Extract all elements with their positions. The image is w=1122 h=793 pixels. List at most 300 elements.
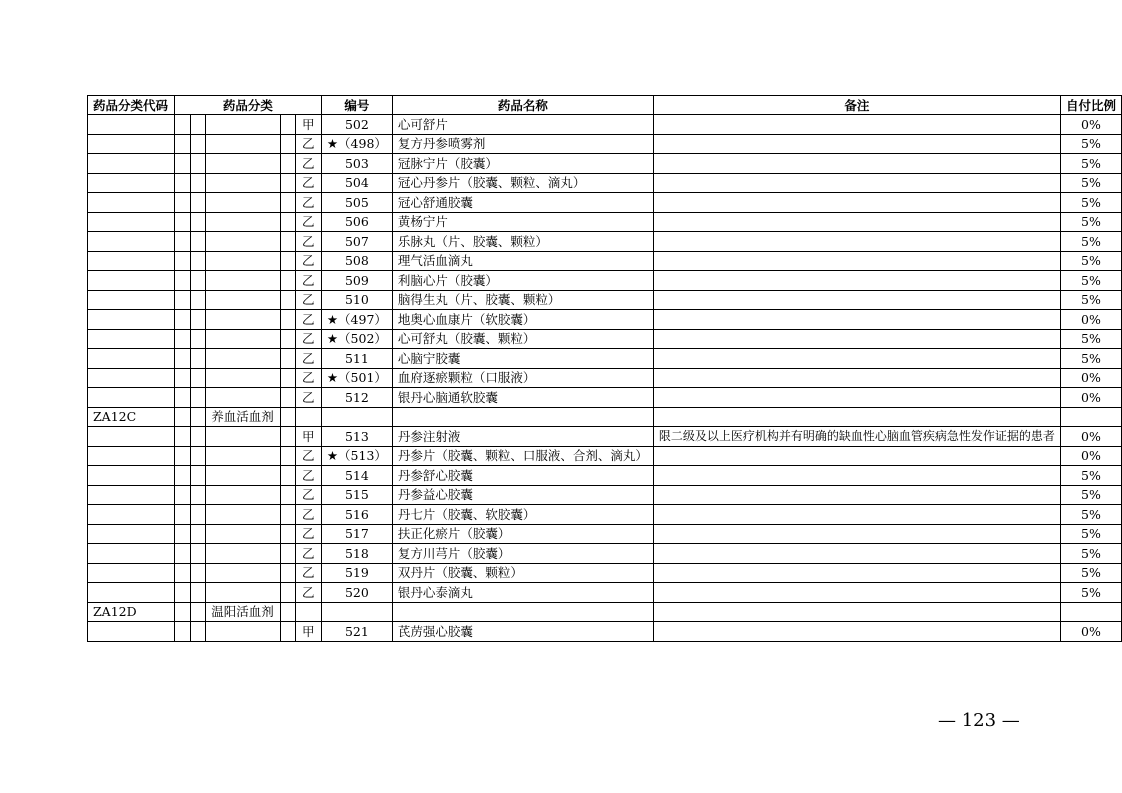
table-row: [88, 407, 1122, 427]
cell-remark: [653, 134, 1060, 154]
cell-sub-2: [191, 329, 206, 349]
cell-name: 丹参片（胶囊、颗粒、口服液、合剂、滴丸）: [392, 446, 653, 466]
cell-grade: 乙: [295, 583, 321, 603]
cell-ratio: 5%: [1060, 212, 1121, 232]
table-row: [88, 368, 1122, 388]
cell-sub-1: [174, 290, 190, 310]
table-row: [88, 622, 1122, 642]
cell-sub-1: [174, 505, 190, 525]
cell-sub-2: [191, 310, 206, 330]
cell-remark: [653, 505, 1060, 525]
cell-ratio: 0%: [1060, 446, 1121, 466]
cell-remark: [653, 563, 1060, 583]
cell-sub-4: [280, 232, 295, 252]
table-row: [88, 212, 1122, 232]
cell-sub-1: [174, 173, 190, 193]
cell-number: 505: [321, 193, 392, 213]
cell-number: [321, 602, 392, 622]
cell-category: [206, 134, 281, 154]
cell-ratio: 0%: [1060, 622, 1121, 642]
cell-category: [206, 505, 281, 525]
cell-grade: 乙: [295, 271, 321, 291]
cell-grade: 乙: [295, 329, 321, 349]
cell-number: 513: [321, 427, 392, 447]
cell-sub-2: [191, 563, 206, 583]
cell-sub-2: [191, 466, 206, 486]
cell-number: 506: [321, 212, 392, 232]
cell-number: 517: [321, 524, 392, 544]
cell-number: 507: [321, 232, 392, 252]
cell-code: [88, 505, 175, 525]
cell-grade: 乙: [295, 466, 321, 486]
cell-sub-2: [191, 524, 206, 544]
table-header-row: [88, 96, 1122, 115]
cell-number: 511: [321, 349, 392, 369]
cell-name: 心可舒丸（胶囊、颗粒）: [392, 329, 653, 349]
table-row: [88, 290, 1122, 310]
table-row: [88, 563, 1122, 583]
cell-category: [206, 368, 281, 388]
cell-name: [392, 407, 653, 427]
cell-sub-1: [174, 466, 190, 486]
cell-sub-1: [174, 212, 190, 232]
cell-category: [206, 193, 281, 213]
cell-number: 519: [321, 563, 392, 583]
header-number: 编号: [321, 96, 392, 115]
cell-sub-2: [191, 271, 206, 291]
cell-number: 521: [321, 622, 392, 642]
cell-code: ZA12D: [88, 602, 175, 622]
page-number: — 123 —: [938, 710, 1020, 731]
cell-number: 516: [321, 505, 392, 525]
cell-name: 黄杨宁片: [392, 212, 653, 232]
cell-ratio: 5%: [1060, 173, 1121, 193]
cell-ratio: 5%: [1060, 251, 1121, 271]
table-row: [88, 505, 1122, 525]
cell-remark: [653, 602, 1060, 622]
table-row: [88, 388, 1122, 408]
cell-code: [88, 212, 175, 232]
cell-sub-4: [280, 310, 295, 330]
cell-grade: 乙: [295, 388, 321, 408]
cell-sub-4: [280, 368, 295, 388]
cell-category: [206, 251, 281, 271]
cell-name: 双丹片（胶囊、颗粒）: [392, 563, 653, 583]
cell-number: [321, 407, 392, 427]
cell-name: 丹参益心胶囊: [392, 485, 653, 505]
cell-number: ★（497）: [321, 310, 392, 330]
cell-name: 心脑宁胶囊: [392, 349, 653, 369]
drug-table: [87, 95, 1122, 642]
cell-sub-2: [191, 212, 206, 232]
cell-number: 502: [321, 115, 392, 135]
cell-remark: [653, 154, 1060, 174]
cell-ratio: 5%: [1060, 505, 1121, 525]
table-row: [88, 193, 1122, 213]
cell-sub-2: [191, 173, 206, 193]
cell-ratio: 5%: [1060, 485, 1121, 505]
cell-grade: 乙: [295, 232, 321, 252]
cell-ratio: 5%: [1060, 583, 1121, 603]
cell-code: [88, 271, 175, 291]
cell-sub-1: [174, 232, 190, 252]
cell-sub-1: [174, 193, 190, 213]
cell-number: 515: [321, 485, 392, 505]
cell-sub-2: [191, 368, 206, 388]
cell-grade: 乙: [295, 193, 321, 213]
cell-remark: [653, 173, 1060, 193]
cell-sub-1: [174, 115, 190, 135]
cell-remark: [653, 290, 1060, 310]
cell-remark: [653, 466, 1060, 486]
cell-number: ★（502）: [321, 329, 392, 349]
cell-grade: [295, 407, 321, 427]
cell-category: [206, 173, 281, 193]
cell-sub-4: [280, 524, 295, 544]
cell-sub-2: [191, 622, 206, 642]
cell-grade: 甲: [295, 622, 321, 642]
cell-category: [206, 310, 281, 330]
cell-grade: 乙: [295, 173, 321, 193]
cell-remark: [653, 368, 1060, 388]
cell-number: 520: [321, 583, 392, 603]
cell-number: ★（498）: [321, 134, 392, 154]
cell-code: [88, 154, 175, 174]
cell-sub-2: [191, 193, 206, 213]
cell-ratio: 5%: [1060, 290, 1121, 310]
cell-code: [88, 310, 175, 330]
cell-ratio: 0%: [1060, 388, 1121, 408]
cell-name: 乐脉丸（片、胶囊、颗粒）: [392, 232, 653, 252]
cell-sub-4: [280, 563, 295, 583]
table-row: [88, 251, 1122, 271]
cell-sub-1: [174, 524, 190, 544]
cell-ratio: 0%: [1060, 368, 1121, 388]
table-row: [88, 544, 1122, 564]
cell-sub-4: [280, 602, 295, 622]
cell-number: ★（501）: [321, 368, 392, 388]
cell-sub-1: [174, 388, 190, 408]
cell-number: 518: [321, 544, 392, 564]
cell-name: 复方丹参喷雾剂: [392, 134, 653, 154]
header-code: 药品分类代码: [88, 96, 175, 115]
cell-remark: [653, 232, 1060, 252]
cell-remark: [653, 193, 1060, 213]
cell-code: [88, 115, 175, 135]
cell-remark: [653, 407, 1060, 427]
cell-category: 温阳活血剂: [206, 602, 281, 622]
cell-sub-2: [191, 427, 206, 447]
cell-name: 脑得生丸（片、胶囊、颗粒）: [392, 290, 653, 310]
cell-sub-4: [280, 154, 295, 174]
cell-category: [206, 583, 281, 603]
cell-sub-4: [280, 212, 295, 232]
cell-grade: 乙: [295, 524, 321, 544]
cell-category: [206, 524, 281, 544]
cell-ratio: 5%: [1060, 134, 1121, 154]
cell-grade: 甲: [295, 427, 321, 447]
cell-code: [88, 427, 175, 447]
cell-sub-4: [280, 388, 295, 408]
table-row: [88, 427, 1122, 447]
cell-code: [88, 485, 175, 505]
cell-name: 扶正化瘀片（胶囊）: [392, 524, 653, 544]
cell-name: 冠脉宁片（胶囊）: [392, 154, 653, 174]
cell-ratio: [1060, 602, 1121, 622]
cell-name: 心可舒片: [392, 115, 653, 135]
table-row: [88, 485, 1122, 505]
table-row: [88, 583, 1122, 603]
cell-grade: 乙: [295, 290, 321, 310]
cell-ratio: 5%: [1060, 329, 1121, 349]
cell-sub-4: [280, 446, 295, 466]
table-row: [88, 173, 1122, 193]
cell-code: [88, 349, 175, 369]
cell-code: [88, 544, 175, 564]
cell-sub-2: [191, 251, 206, 271]
cell-sub-1: [174, 583, 190, 603]
cell-name: [392, 602, 653, 622]
cell-name: 理气活血滴丸: [392, 251, 653, 271]
cell-sub-4: [280, 622, 295, 642]
cell-sub-2: [191, 134, 206, 154]
cell-category: [206, 388, 281, 408]
cell-remark: [653, 446, 1060, 466]
cell-category: [206, 485, 281, 505]
cell-name: 丹参注射液: [392, 427, 653, 447]
cell-sub-4: [280, 251, 295, 271]
table-row: [88, 115, 1122, 135]
cell-category: [206, 115, 281, 135]
header-category: 药品分类: [174, 96, 321, 115]
cell-remark: [653, 349, 1060, 369]
cell-sub-1: [174, 602, 190, 622]
cell-code: [88, 251, 175, 271]
cell-category: [206, 446, 281, 466]
table-row: [88, 446, 1122, 466]
cell-number: 510: [321, 290, 392, 310]
cell-code: [88, 193, 175, 213]
cell-ratio: 5%: [1060, 544, 1121, 564]
cell-name: 芪苈强心胶囊: [392, 622, 653, 642]
cell-remark: [653, 115, 1060, 135]
cell-grade: 乙: [295, 349, 321, 369]
cell-name: 冠心舒通胶囊: [392, 193, 653, 213]
cell-code: [88, 446, 175, 466]
table-row: [88, 271, 1122, 291]
cell-code: [88, 388, 175, 408]
cell-sub-1: [174, 368, 190, 388]
cell-name: 利脑心片（胶囊）: [392, 271, 653, 291]
table-row: [88, 349, 1122, 369]
cell-sub-2: [191, 544, 206, 564]
cell-remark: [653, 583, 1060, 603]
table-row: [88, 154, 1122, 174]
cell-remark: [653, 622, 1060, 642]
cell-sub-4: [280, 173, 295, 193]
cell-sub-4: [280, 544, 295, 564]
cell-ratio: 5%: [1060, 154, 1121, 174]
cell-ratio: [1060, 407, 1121, 427]
cell-sub-4: [280, 505, 295, 525]
cell-remark: [653, 388, 1060, 408]
cell-sub-4: [280, 193, 295, 213]
cell-category: [206, 271, 281, 291]
cell-sub-4: [280, 583, 295, 603]
cell-sub-2: [191, 115, 206, 135]
cell-ratio: 0%: [1060, 310, 1121, 330]
cell-category: [206, 232, 281, 252]
cell-sub-1: [174, 310, 190, 330]
cell-sub-1: [174, 349, 190, 369]
cell-code: [88, 466, 175, 486]
cell-sub-1: [174, 485, 190, 505]
table-row: [88, 134, 1122, 154]
cell-grade: 甲: [295, 115, 321, 135]
cell-grade: 乙: [295, 485, 321, 505]
cell-number: 508: [321, 251, 392, 271]
cell-remark: [653, 524, 1060, 544]
cell-sub-4: [280, 466, 295, 486]
cell-grade: 乙: [295, 310, 321, 330]
cell-sub-2: [191, 505, 206, 525]
cell-number: 512: [321, 388, 392, 408]
cell-code: [88, 583, 175, 603]
cell-category: [206, 622, 281, 642]
cell-grade: 乙: [295, 251, 321, 271]
cell-name: 血府逐瘀颗粒（口服液）: [392, 368, 653, 388]
cell-remark: [653, 251, 1060, 271]
cell-sub-4: [280, 271, 295, 291]
cell-name: 地奥心血康片（软胶囊）: [392, 310, 653, 330]
cell-code: ZA12C: [88, 407, 175, 427]
cell-name: 银丹心泰滴丸: [392, 583, 653, 603]
cell-remark: [653, 544, 1060, 564]
cell-category: [206, 212, 281, 232]
cell-sub-1: [174, 622, 190, 642]
table-row: [88, 466, 1122, 486]
cell-sub-1: [174, 251, 190, 271]
cell-sub-4: [280, 349, 295, 369]
cell-sub-2: [191, 407, 206, 427]
cell-grade: [295, 602, 321, 622]
cell-ratio: 5%: [1060, 563, 1121, 583]
cell-category: [206, 349, 281, 369]
cell-sub-1: [174, 544, 190, 564]
cell-remark: 限二级及以上医疗机构并有明确的缺血性心脑血管疾病急性发作证据的患者: [653, 427, 1060, 447]
cell-code: [88, 173, 175, 193]
cell-sub-4: [280, 427, 295, 447]
header-name: 药品名称: [392, 96, 653, 115]
cell-category: [206, 544, 281, 564]
cell-ratio: 5%: [1060, 193, 1121, 213]
cell-category: [206, 427, 281, 447]
cell-sub-2: [191, 290, 206, 310]
cell-sub-2: [191, 446, 206, 466]
cell-name: 丹七片（胶囊、软胶囊）: [392, 505, 653, 525]
table-row: [88, 310, 1122, 330]
cell-name: 冠心丹参片（胶囊、颗粒、滴丸）: [392, 173, 653, 193]
cell-sub-4: [280, 329, 295, 349]
cell-sub-1: [174, 154, 190, 174]
cell-number: 504: [321, 173, 392, 193]
cell-remark: [653, 329, 1060, 349]
cell-number: ★（513）: [321, 446, 392, 466]
header-remark: 备注: [653, 96, 1060, 115]
cell-ratio: 5%: [1060, 524, 1121, 544]
cell-sub-4: [280, 407, 295, 427]
cell-category: [206, 154, 281, 174]
cell-sub-2: [191, 583, 206, 603]
cell-category: [206, 329, 281, 349]
cell-code: [88, 563, 175, 583]
cell-grade: 乙: [295, 368, 321, 388]
cell-remark: [653, 212, 1060, 232]
cell-sub-2: [191, 388, 206, 408]
cell-category: [206, 290, 281, 310]
cell-sub-2: [191, 485, 206, 505]
cell-remark: [653, 271, 1060, 291]
cell-sub-2: [191, 602, 206, 622]
cell-sub-1: [174, 271, 190, 291]
cell-grade: 乙: [295, 505, 321, 525]
cell-sub-4: [280, 485, 295, 505]
cell-sub-1: [174, 134, 190, 154]
cell-remark: [653, 485, 1060, 505]
cell-number: 514: [321, 466, 392, 486]
header-ratio: 自付比例: [1060, 96, 1121, 115]
cell-grade: 乙: [295, 446, 321, 466]
cell-category: 养血活血剂: [206, 407, 281, 427]
cell-number: 503: [321, 154, 392, 174]
cell-category: [206, 563, 281, 583]
cell-category: [206, 466, 281, 486]
cell-grade: 乙: [295, 212, 321, 232]
cell-sub-1: [174, 563, 190, 583]
table-body: [88, 115, 1122, 642]
table-row: [88, 524, 1122, 544]
cell-code: [88, 524, 175, 544]
cell-ratio: 5%: [1060, 466, 1121, 486]
cell-grade: 乙: [295, 154, 321, 174]
cell-name: 银丹心脑通软胶囊: [392, 388, 653, 408]
cell-ratio: 0%: [1060, 427, 1121, 447]
cell-sub-2: [191, 232, 206, 252]
cell-code: [88, 232, 175, 252]
cell-name: 丹参舒心胶囊: [392, 466, 653, 486]
cell-sub-2: [191, 154, 206, 174]
cell-sub-1: [174, 329, 190, 349]
cell-code: [88, 622, 175, 642]
table-row: [88, 329, 1122, 349]
cell-ratio: 5%: [1060, 349, 1121, 369]
table-row: [88, 232, 1122, 252]
cell-sub-2: [191, 349, 206, 369]
cell-number: 509: [321, 271, 392, 291]
cell-remark: [653, 310, 1060, 330]
cell-ratio: 5%: [1060, 232, 1121, 252]
cell-code: [88, 329, 175, 349]
cell-sub-1: [174, 407, 190, 427]
cell-grade: 乙: [295, 544, 321, 564]
cell-name: 复方川芎片（胶囊）: [392, 544, 653, 564]
cell-grade: 乙: [295, 134, 321, 154]
cell-code: [88, 290, 175, 310]
cell-sub-1: [174, 427, 190, 447]
cell-ratio: 0%: [1060, 115, 1121, 135]
cell-code: [88, 134, 175, 154]
cell-ratio: 5%: [1060, 271, 1121, 291]
